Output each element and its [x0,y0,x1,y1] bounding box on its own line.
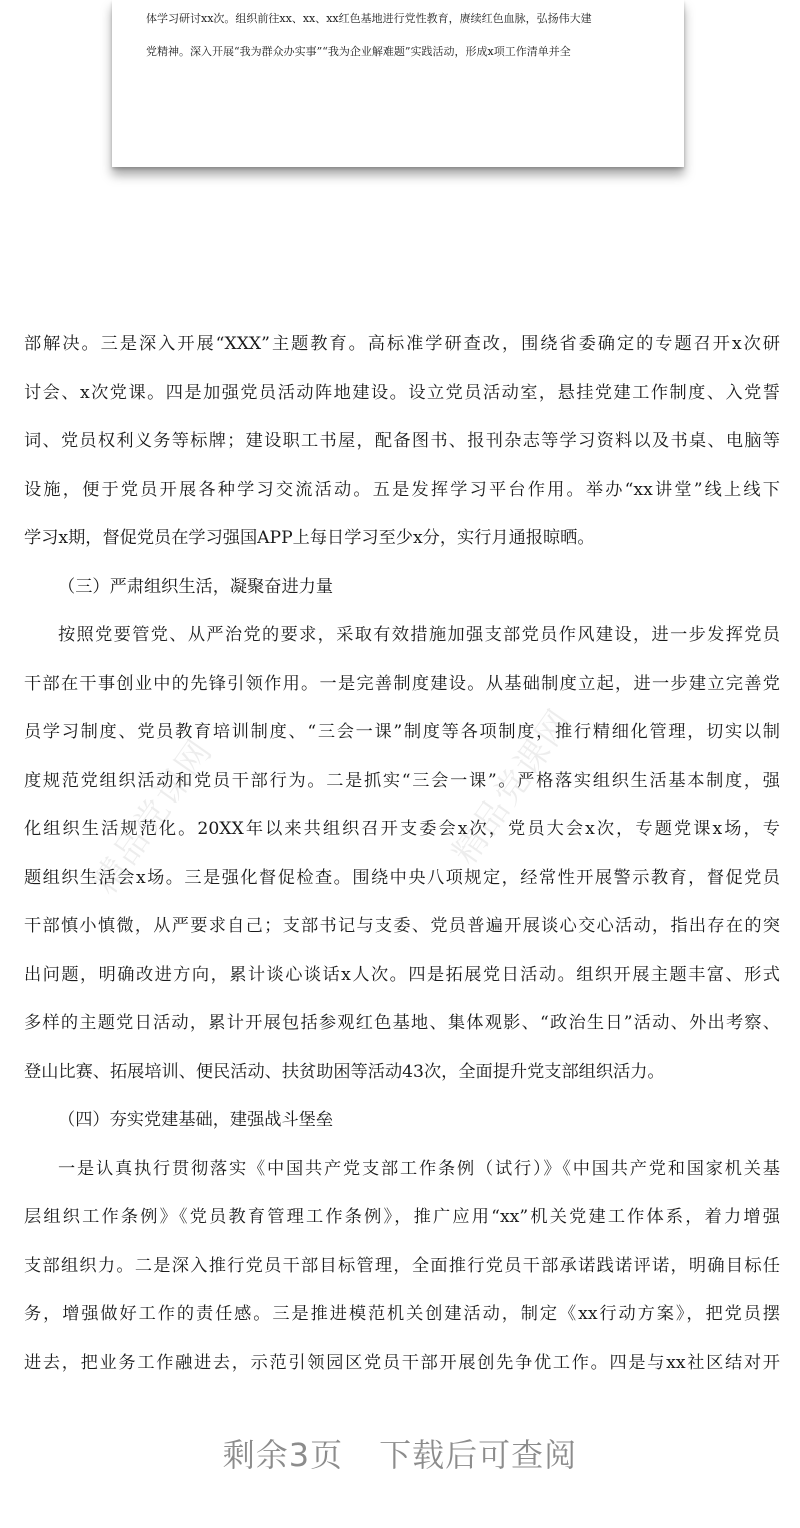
body-line: 支部组织力。二是深入推行党员干部目标管理，全面推行党员干部承诺践诺评诺，明确目标任 [24,1255,780,1276]
body-line: 员学习制度、党员教育培训制度、“三会一课”制度等各项制度，推行精细化管理，切实以制 [24,722,780,742]
preview-line: 党精神。深入开展“我为群众办实事”“我为企业解难题”实践活动，形成x项工作清单并全 [146,45,571,58]
body-line: 多样的主题党日活动，累计开展包括参观红色基地、集体观影、“政治生日”活动、外出考察、 [24,1013,780,1033]
document-body [24,320,780,1387]
section-heading-4: （四）夯实党建基础，建强战斗堡垒 [58,1110,334,1130]
body-line: 层组织工作条例》《党员教育管理工作条例》，推广应用“xx”机关党建工作体系，着力增强 [24,1207,780,1227]
preview-line: 体学习研讨xx次。组织前往xx、xx、xx红色基地进行党性教育，赓续红色血脉，弘扬伟大建 [146,12,592,25]
body-line: 进去，把业务工作融进去，示范引领园区党员干部开展创先争优工作。四是与xx社区结对开 [24,1352,780,1373]
body-line: 部解决。三是深入开展“XXX”主题教育。高标准学研查改，围绕省委确定的专题召开x次研 [24,334,780,354]
remaining-pages-notice[interactable] [0,1430,800,1476]
watermark: 精品党课网 [444,701,581,872]
previous-page-preview [112,0,684,167]
body-line: 学习x期，督促党员在学习强国APP上每日学习至少x分，实行月通报晾晒。 [24,528,595,548]
body-line: 度规范党组织活动和党员干部行为。二是抓实“三会一课”。严格落实组织生活基本制度，强 [24,770,780,791]
download-hint-label: 下载后可查阅 [379,1436,578,1474]
body-line: 出问题，明确改进方向，累计谈心谈话x人次。四是拓展党日活动。组织开展主题丰富、形式 [24,964,780,985]
body-line: 讨会、x次党课。四是加强党员活动阵地建设。设立党员活动室，悬挂党建工作制度、入党誓 [24,382,780,403]
body-line: 登山比赛、拓展培训、便民活动、扶贫助困等活动43次，全面提升党支部组织活力。 [24,1061,665,1082]
body-line: 化组织生活规范化。20XX年以来共组织召开支委会x次，党员大会x次，专题党课x场，专 [24,819,780,839]
body-line: 设施，便于党员开展各种学习交流活动。五是发挥学习平台作用。举办“xx讲堂”线上线下 [24,479,780,500]
body-line: 务，增强做好工作的责任感。三是推进模范机关创建活动，制定《xx行动方案》，把党员摆 [24,1304,780,1324]
body-line: 按照党要管党、从严治党的要求，采取有效措施加强支部党员作风建设，进一步发挥党员 [58,625,780,645]
body-line: 词、党员权利义务等标牌；建设职工书屋，配备图书、报刊杂志等学习资料以及书桌、电脑等 [24,431,780,451]
watermark: 精品党课网 [84,731,221,902]
body-line: 题组织生活会x场。三是强化督促检查。围绕中央八项规定，经常性开展警示教育，督促党员 [24,867,780,888]
body-line: 干部在干事创业中的先锋引领作用。一是完善制度建设。从基础制度立起，进一步建立完善党 [24,673,780,694]
remaining-pages-label: 剩余3页 [222,1436,344,1474]
body-line: 一是认真执行贯彻落实《中国共产党支部工作条例（试行）》《中国共产党和国家机关基 [58,1158,780,1179]
section-heading-3: （三）严肃组织生活，凝聚奋进力量 [58,576,334,597]
body-line: 干部慎小慎微，从严要求自己；支部书记与支委、党员普遍开展谈心交心活动，指出存在的突 [24,916,780,936]
